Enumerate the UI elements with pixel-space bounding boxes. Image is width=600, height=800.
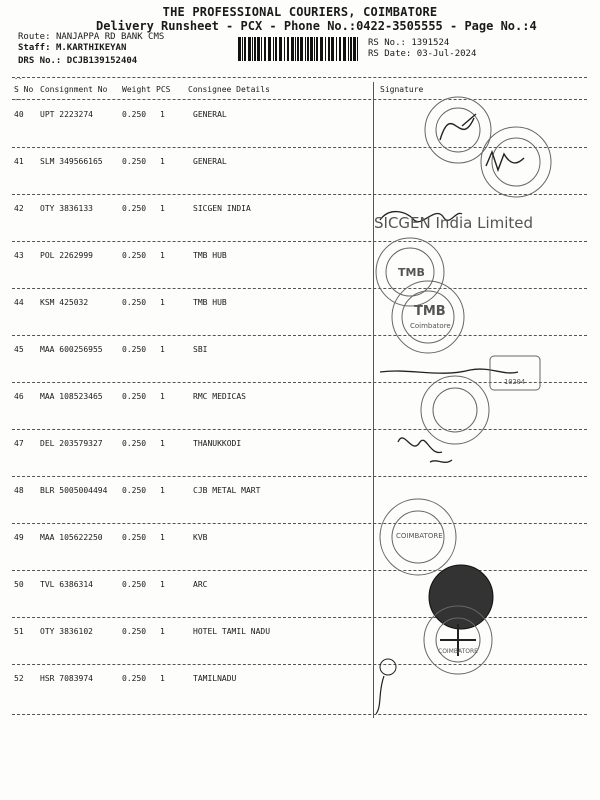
row-consignment: BLR 5005004494 xyxy=(40,486,108,495)
row-pcs: 1 xyxy=(160,674,165,683)
row-weight: 0.250 xyxy=(122,298,147,307)
row-sno: 47 xyxy=(14,439,24,448)
header-rule-top xyxy=(12,77,587,78)
drs-label: DRS No.: xyxy=(18,56,62,66)
row-pcs: 1 xyxy=(160,204,165,213)
row-rule xyxy=(12,288,587,289)
row-rule xyxy=(12,147,587,148)
col-sno: S No xyxy=(14,85,34,94)
row-consignee: ARC xyxy=(193,580,208,589)
row-pcs: 1 xyxy=(160,392,165,401)
kvb-stamp-text: COIMBATORE xyxy=(396,532,443,540)
row-consignment: KSM 425032 xyxy=(40,298,89,307)
tn-stamp-text: COIMBATORE xyxy=(438,648,478,655)
sbi-code: 10204 xyxy=(504,378,526,386)
row-consignment: MAA 600256955 xyxy=(40,345,103,354)
row-consignee: SICGEN INDIA xyxy=(193,204,251,213)
sno-continuation-2: -- xyxy=(14,96,23,104)
col-pcs: PCS xyxy=(156,85,171,94)
row-pcs: 1 xyxy=(160,533,165,542)
row-rule xyxy=(12,429,587,430)
row-consignee: SBI xyxy=(193,345,208,354)
row-pcs: 1 xyxy=(160,110,165,119)
row-rule xyxy=(12,664,587,665)
row-weight: 0.250 xyxy=(122,204,147,213)
sicgen-print: SICGEN India Limited xyxy=(374,214,534,232)
table-bottom-rule xyxy=(12,714,587,715)
signature-47 xyxy=(398,438,452,462)
col-consignment: Consignment No xyxy=(40,85,108,94)
staff-value: M.KARTHIKEYAN xyxy=(55,43,127,53)
col-signature: Signature xyxy=(380,85,424,94)
row-consignee: GENERAL xyxy=(193,110,227,119)
row-sno: 46 xyxy=(14,392,24,401)
row-weight: 0.250 xyxy=(122,251,147,260)
row-sno: 43 xyxy=(14,251,24,260)
row-weight: 0.250 xyxy=(122,486,147,495)
row-pcs: 1 xyxy=(160,157,165,166)
route-value: NANJAPPA RD BANK CMS xyxy=(55,32,165,42)
row-consignment: TVL 6386314 xyxy=(40,580,93,589)
arc-stamp xyxy=(429,565,493,629)
signature-column-divider xyxy=(373,82,374,718)
row-weight: 0.250 xyxy=(122,533,147,542)
row-weight: 0.250 xyxy=(122,157,147,166)
general-stamp-1 xyxy=(425,97,491,163)
row-consignment: OTY 3836102 xyxy=(40,627,93,636)
barcode xyxy=(238,37,362,61)
row-sno: 48 xyxy=(14,486,24,495)
row-pcs: 1 xyxy=(160,251,165,260)
row-pcs: 1 xyxy=(160,580,165,589)
sno-continuation: -- xyxy=(14,75,23,83)
row-consignee: CJB METAL MART xyxy=(193,486,261,495)
row-pcs: 1 xyxy=(160,345,165,354)
row-pcs: 1 xyxy=(160,627,165,636)
header-rule-bottom xyxy=(12,99,587,100)
row-consignment: MAA 105622250 xyxy=(40,533,103,542)
row-rule xyxy=(12,476,587,477)
rs-no-value: 1391524 xyxy=(411,38,450,48)
row-consignee: GENERAL xyxy=(193,157,227,166)
row-rule xyxy=(12,241,587,242)
row-consignee: TAMILNADU xyxy=(193,674,237,683)
row-consignment: SLM 349566165 xyxy=(40,157,103,166)
tmb-stamp-2-text: TMB xyxy=(414,304,446,319)
col-consignee: Consignee Details xyxy=(188,85,270,94)
row-sno: 49 xyxy=(14,533,24,542)
tmb-stamp-1-text: TMB xyxy=(398,266,425,279)
row-pcs: 1 xyxy=(160,486,165,495)
row-pcs: 1 xyxy=(160,298,165,307)
route-label: Route: xyxy=(18,32,51,42)
staff-line xyxy=(18,43,126,53)
row-consignment: HSR 7083974 xyxy=(40,674,93,683)
col-weight: Weight xyxy=(122,85,151,94)
row-weight: 0.250 xyxy=(122,627,147,636)
row-sno: 50 xyxy=(14,580,24,589)
row-consignee: TMB HUB xyxy=(193,298,227,307)
row-consignment: DEL 203579327 xyxy=(40,439,103,448)
drs-value: DCJB139152404 xyxy=(66,56,138,66)
tmb-stamp-2-city: Coimbatore xyxy=(410,322,451,330)
row-sno: 51 xyxy=(14,627,24,636)
row-consignee: RMC MEDICAS xyxy=(193,392,246,401)
row-weight: 0.250 xyxy=(122,580,147,589)
row-weight: 0.250 xyxy=(122,110,147,119)
rs-date-label: RS Date: xyxy=(368,49,412,59)
row-sno: 42 xyxy=(14,204,24,213)
row-sno: 41 xyxy=(14,157,24,166)
row-weight: 0.250 xyxy=(122,674,147,683)
row-rule xyxy=(12,194,587,195)
row-rule xyxy=(12,382,587,383)
runsheet-subtitle: Delivery Runsheet - PCX - Phone No.:0422-3505555 - Page No.:4 xyxy=(96,19,537,33)
route-line xyxy=(18,32,164,42)
row-consignment: MAA 108523465 xyxy=(40,392,103,401)
row-weight: 0.250 xyxy=(122,439,147,448)
staff-label: Staff: xyxy=(18,43,51,53)
rs-no-label: RS No.: xyxy=(368,38,406,48)
row-consignee: THANUKKODI xyxy=(193,439,242,448)
row-sno: 44 xyxy=(14,298,24,307)
row-pcs: 1 xyxy=(160,439,165,448)
sbi-stamp xyxy=(421,376,489,444)
drs-line xyxy=(18,56,137,66)
signature-41 xyxy=(486,152,524,170)
rs-no-line xyxy=(368,38,449,48)
signature-40 xyxy=(440,114,476,140)
signature-52 xyxy=(380,659,396,675)
rs-date-value: 03-Jul-2024 xyxy=(416,49,477,59)
row-consignee: TMB HUB xyxy=(193,251,227,260)
row-sno: 40 xyxy=(14,110,24,119)
row-consignment: OTY 3836133 xyxy=(40,204,93,213)
row-rule xyxy=(12,617,587,618)
rs-date-line xyxy=(368,49,476,59)
row-weight: 0.250 xyxy=(122,345,147,354)
company-title: THE PROFESSIONAL COURIERS, COIMBATORE xyxy=(162,5,438,19)
row-consignee: KVB xyxy=(193,533,208,542)
row-rule xyxy=(12,523,587,524)
row-consignee: HOTEL TAMIL NADU xyxy=(193,627,271,636)
row-sno: 52 xyxy=(14,674,24,683)
row-consignment: POL 2262999 xyxy=(40,251,93,260)
row-rule xyxy=(12,335,587,336)
row-consignment: UPT 2223274 xyxy=(40,110,93,119)
row-rule xyxy=(12,570,587,571)
row-weight: 0.250 xyxy=(122,392,147,401)
general-stamp-2 xyxy=(481,127,551,197)
row-sno: 45 xyxy=(14,345,24,354)
signature-45 xyxy=(380,369,518,373)
